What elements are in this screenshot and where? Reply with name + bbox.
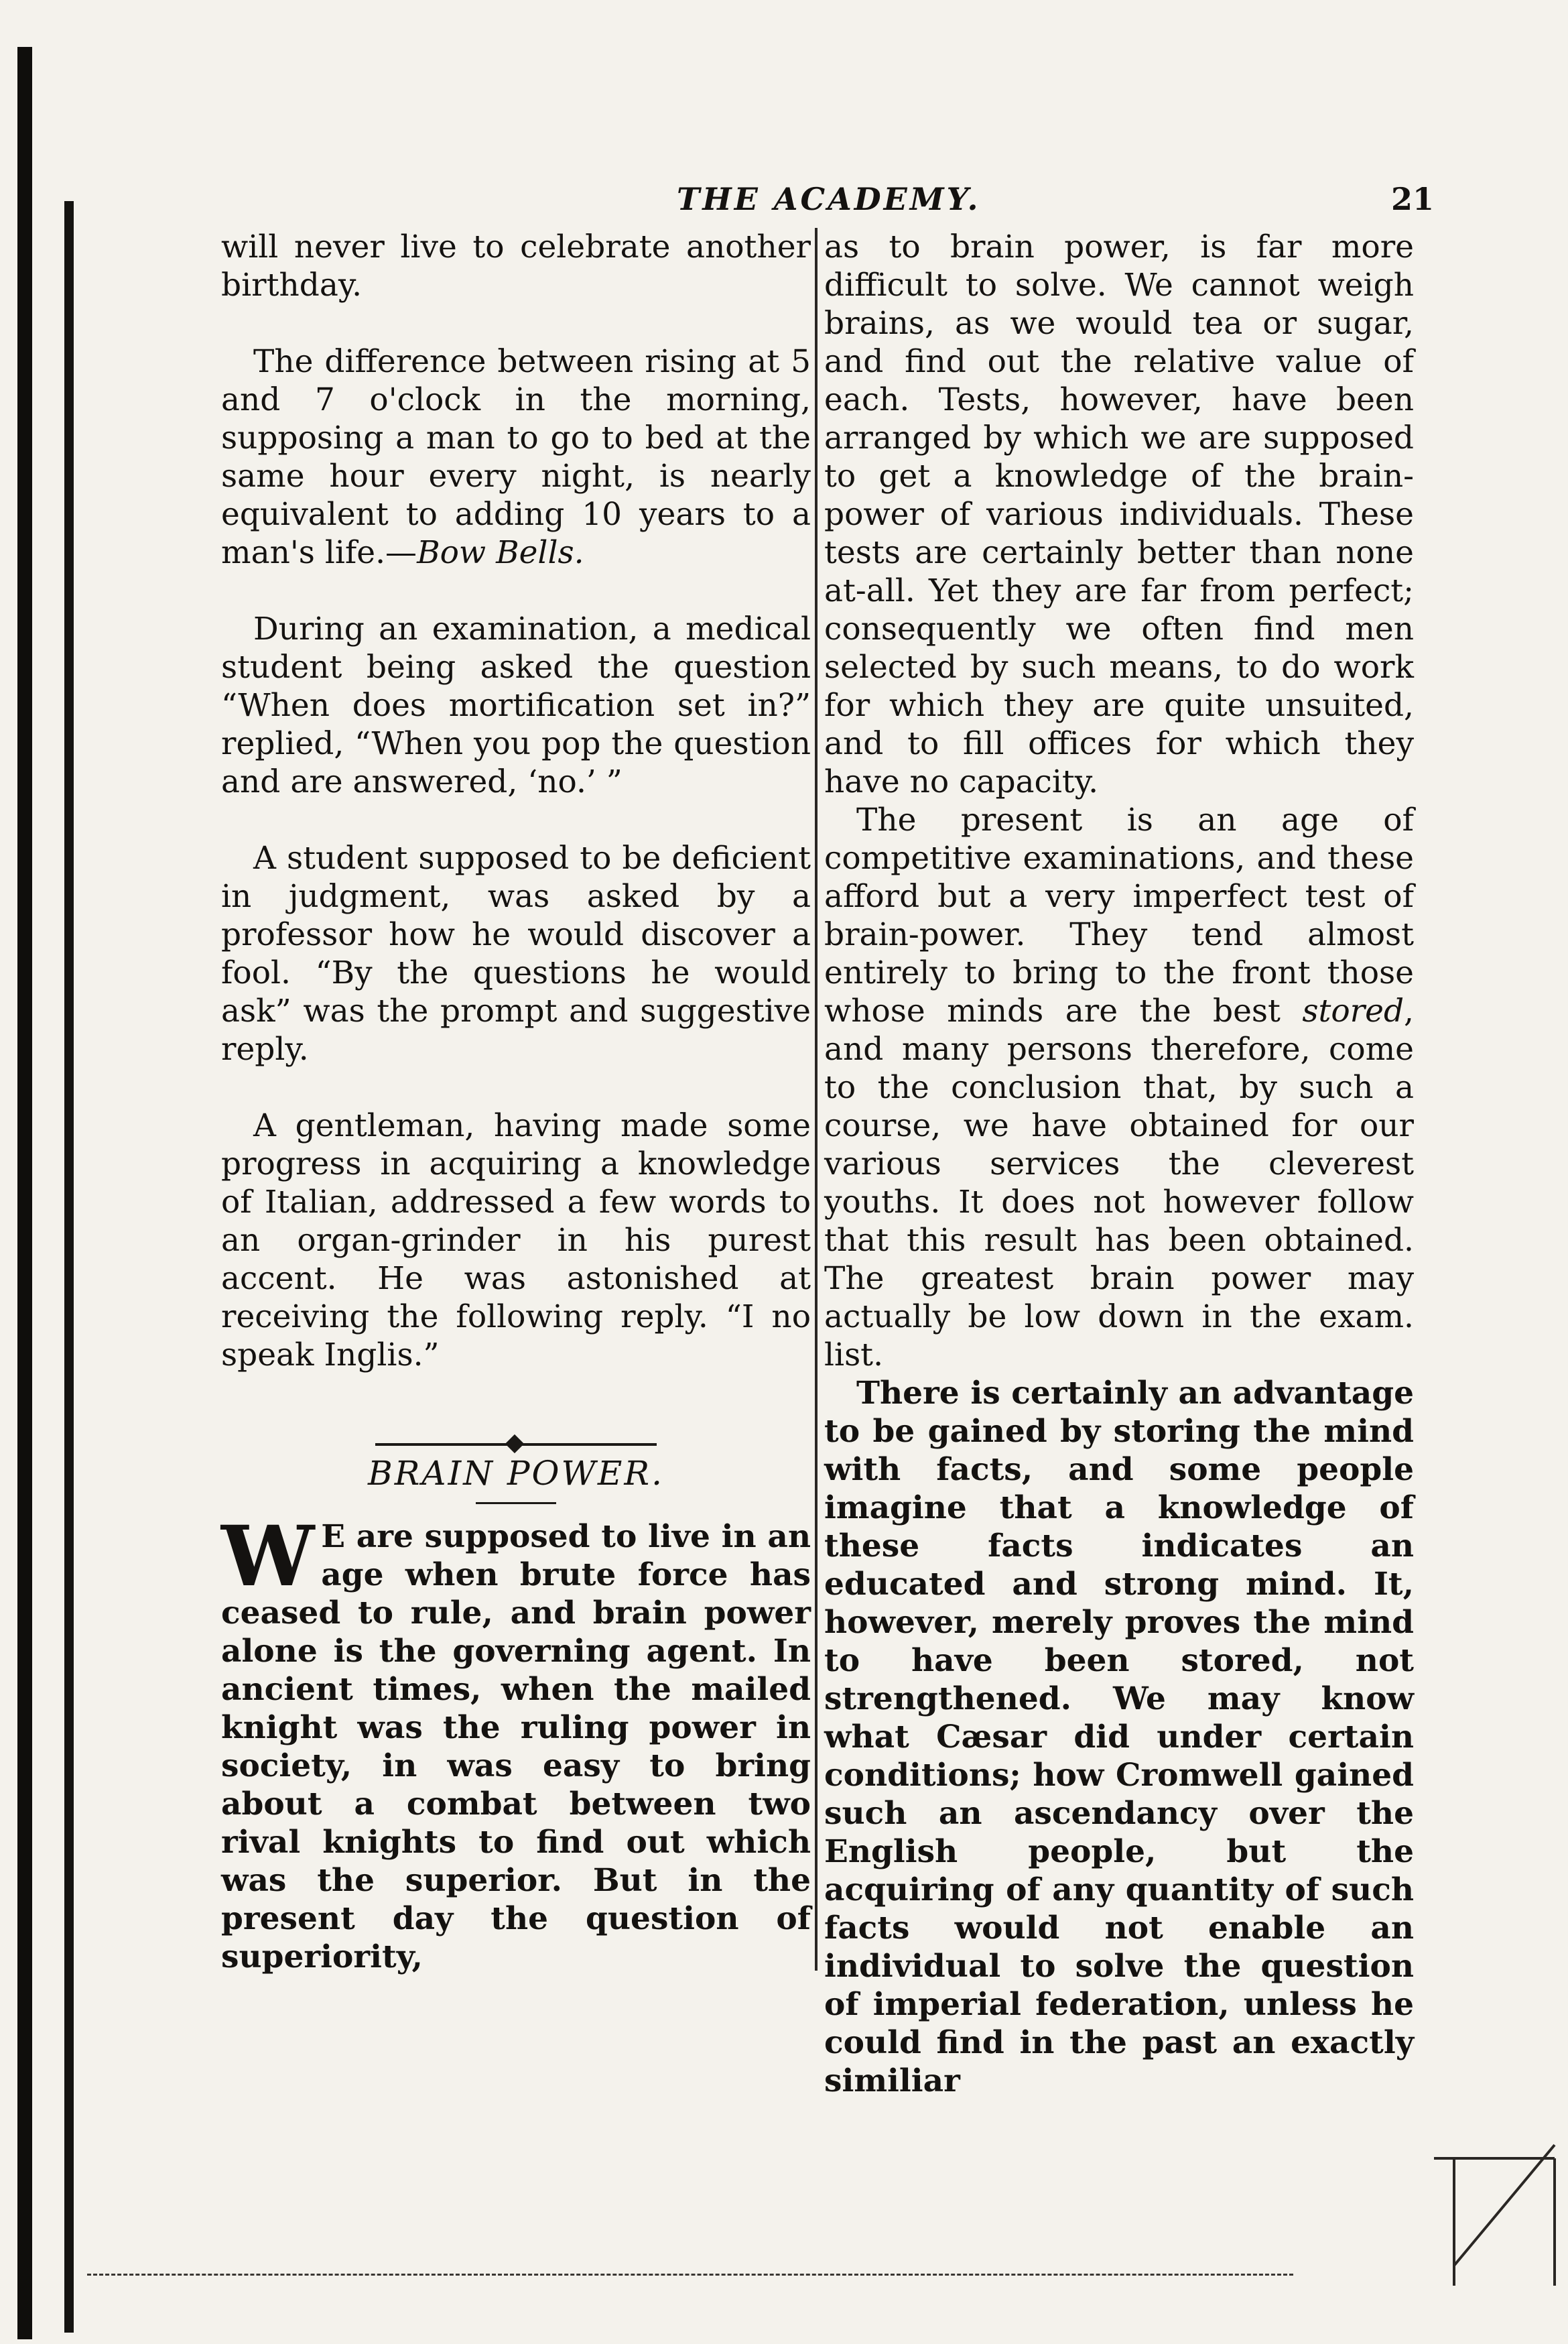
source-credit: Bow Bells. [417, 534, 584, 571]
paragraph-text: E are supposed to live in an age when brute force has ceased to rule, and brain power alone is the governing agent. In ancient times, when the mailed knight was the ruling power in society, in was easy to bring about a combat between two rival knights to find out which was the superior. But in the present day the question of superiority, [221, 1518, 811, 1975]
binding-edge [17, 47, 32, 2339]
divider-diamond [505, 1434, 524, 1453]
margin-rule [64, 201, 74, 2333]
paragraph: will never live to celebrate another birthday. [221, 229, 811, 304]
emphasis: stored [1302, 993, 1404, 1030]
column-divider [815, 228, 818, 1971]
running-title: THE ACADEMY. [677, 181, 981, 217]
page-header [214, 181, 1434, 228]
corner-bracket-mark [1427, 2132, 1561, 2292]
right-column [824, 228, 1414, 2100]
section-heading: BRAIN POWER. [368, 1454, 664, 1493]
paragraph-text: , and many persons therefore, come to the conclusion that, by such a course, we have obtained for our various services the cleverest youths. It does not however follow that this result has been obtained. The greatest brain power may actually be low down in the exam. list. [824, 993, 1414, 1373]
footer-rule [87, 2274, 1293, 2278]
left-column [221, 228, 811, 1976]
paragraph-text: The present is an age of competitive examinations, and these afford but a very imperfect test of brain-power. They tend almost entirely to bring to the front those whose minds are the best [824, 802, 1414, 1030]
paragraph: as to brain power, is far more difficult to solve. We cannot weigh brains, as we would tea or sugar, and find out the relative value of each. Tests, however, have been arranged by which we are supposed to get a knowledge of the brain-power of various individuals. These tests are certainly better than none at-all. Yet they are far from perfect; consequently we often find men selected by such means, to do work for which they are quite unsuited, and to fill offices for which they have no capacity. [824, 229, 1414, 800]
paragraph: During an examination, a medical student being asked the question “When does mortification set in?” replied, “When you pop the question and are answered, ‘no.’ ” [221, 611, 811, 800]
page-number: 21 [1390, 181, 1434, 217]
paragraph: A gentleman, having made some progress in acquiring a knowledge of Italian, addressed a few words to an organ-grinder in his purest accent. He was astonished at receiving the following reply. “I no speak Inglis.” [221, 1107, 811, 1373]
paragraph [221, 343, 811, 572]
paragraph: There is certainly an advantage to be gained by storing the mind with facts, and some people imagine that a knowledge of these facts indicates an educated and strong mind. It, however, merely proves the mind to have been stored, not strengthened. We may know what Cæsar did under certain conditions; how Cromwell gained such an ascendancy over the English people, but the acquiring of any quantity of such facts would not enable an individual to solve the question of imperial federation, unless he could find in the past an exactly similiar [824, 1375, 1414, 2099]
paragraph [824, 801, 1414, 1374]
ornamental-divider [375, 1434, 657, 1455]
article-paragraph [221, 1508, 811, 1976]
paragraph: A student supposed to be deficient in judgment, was asked by a professor how he would discover a fool. “By the questions he would ask” was the prompt and suggestive reply. [221, 840, 811, 1068]
heading-rule [476, 1502, 556, 1504]
drop-cap: W [221, 1508, 315, 1605]
paragraph-text: The difference between rising at 5 and 7 o'clock in the morning, supposing a man to go to bed at the same hour every night, is nearly equivalent to adding 10 years to a man's life.— [221, 343, 811, 571]
